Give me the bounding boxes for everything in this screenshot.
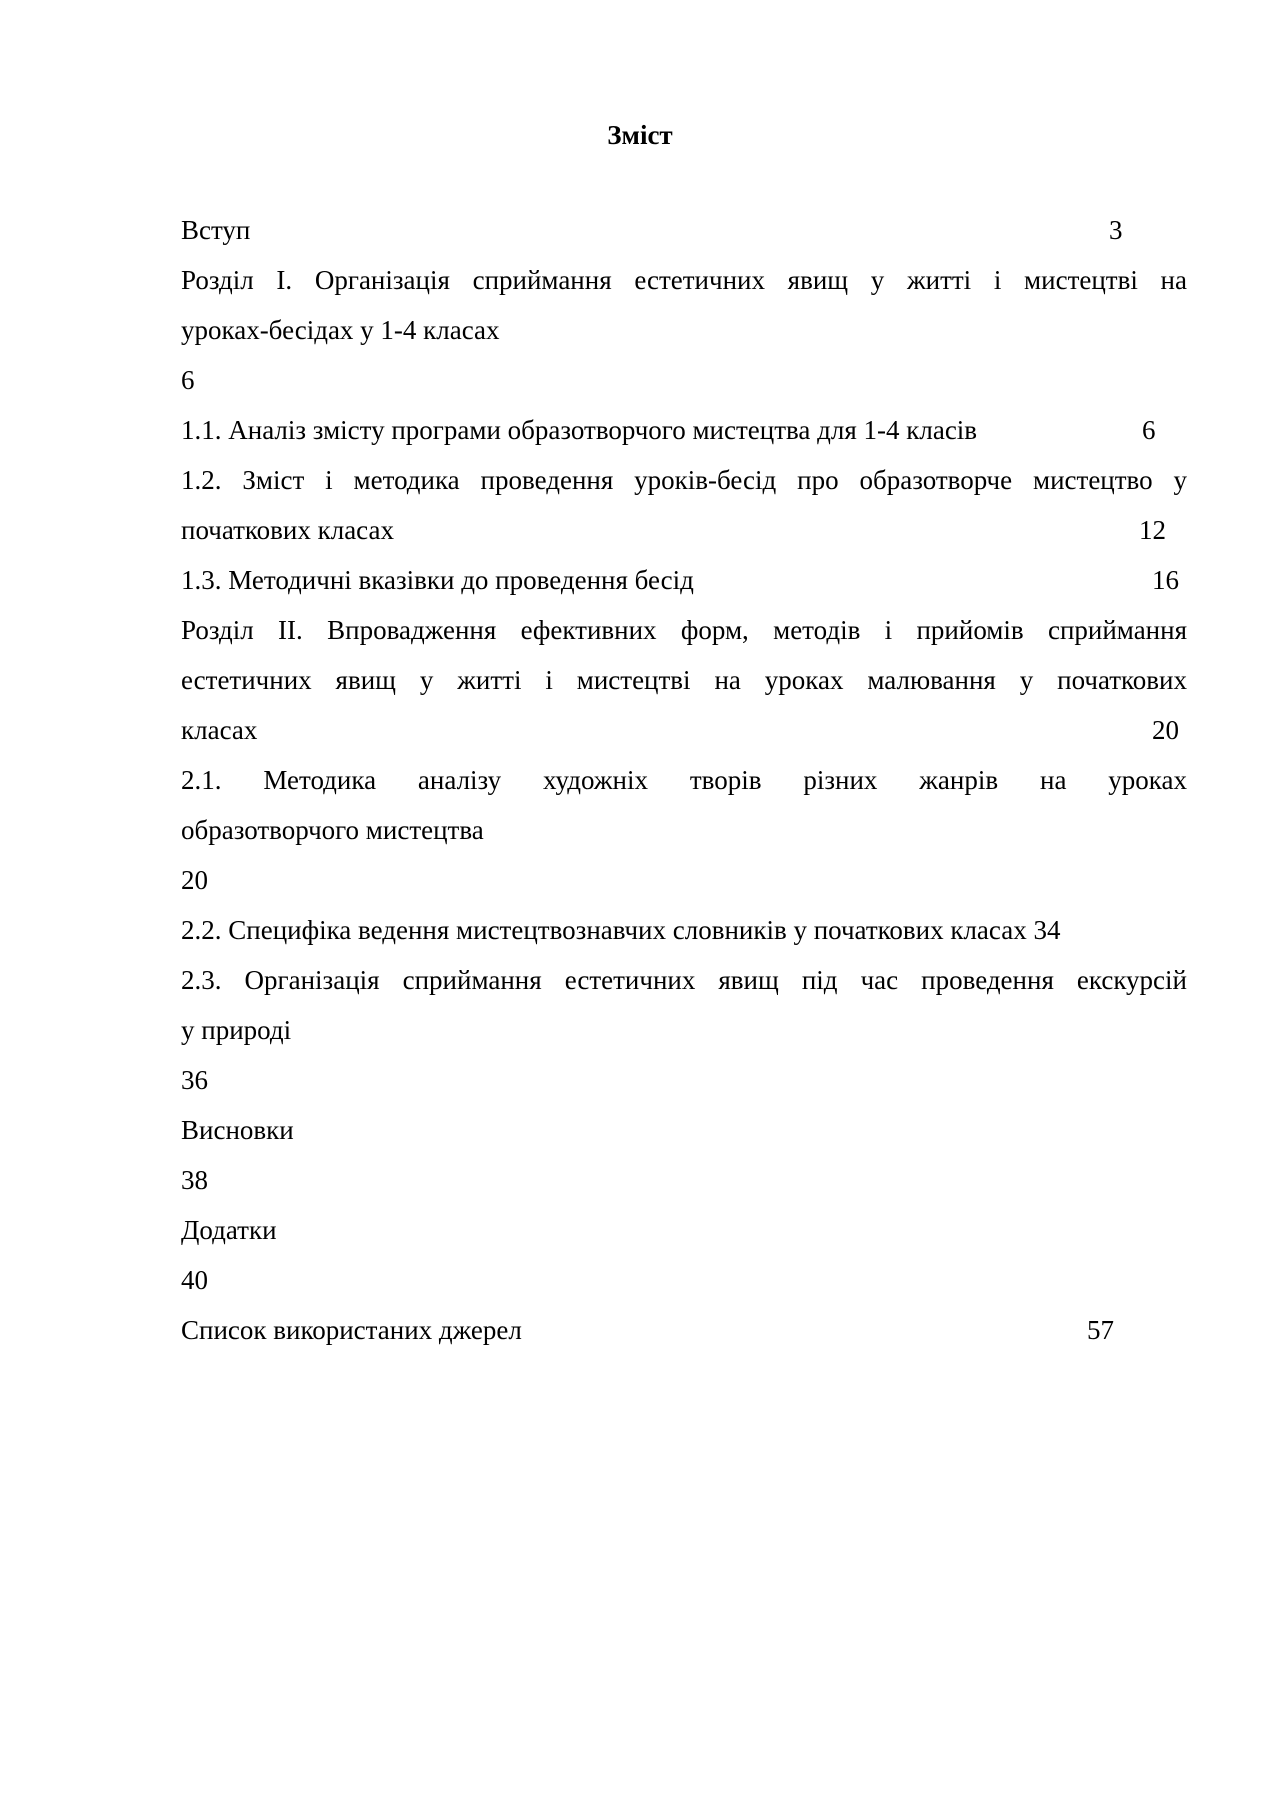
toc-page-number: 38 <box>181 1165 208 1195</box>
toc-entry-text-line: образотворчого мистецтва <box>181 815 484 845</box>
toc-entry-text-line: 1.2. Зміст і методика проведення уроків-бесід про образотворче мистецтво у <box>181 465 1187 495</box>
toc-entry-text-line: 2.1. Методика аналізу художніх творів різних жанрів на уроках <box>181 765 1187 795</box>
toc-entry-text: 1.3. Методичні вказівки до проведення бесід <box>181 565 694 595</box>
toc-entry-text-line: у природі <box>181 1015 292 1045</box>
toc-entry-text-line: Розділ І. Організація сприймання естетичних явищ у житті і мистецтві на <box>181 265 1187 295</box>
toc-entry-text-wrap <box>181 711 1187 749</box>
toc-page-number: 40 <box>181 1265 208 1295</box>
toc-entry-text-line: 2.3. Організація сприймання естетичних явищ під час проведення екскурсій <box>181 965 1187 995</box>
toc-entry-text: 1.1. Аналіз змісту програми образотворчого мистецтва для 1-4 класів <box>181 415 978 445</box>
toc-page-number: 16 <box>1152 565 1179 595</box>
toc-entry-text: Додатки <box>181 1215 277 1245</box>
toc-page-number: 20 <box>181 865 208 895</box>
toc-entry-text-line: Розділ ІІ. Впровадження ефективних форм, методів і прийомів сприймання <box>181 615 1187 645</box>
toc-page-number: 3 <box>1109 215 1123 245</box>
toc-entry-section-2-2 <box>181 911 1187 949</box>
toc-page-number: 57 <box>1087 1315 1114 1345</box>
toc-entry-text-line: уроках-бесідах у 1-4 класах <box>181 315 500 345</box>
toc-entry-text-line: естетичних явищ у житті і мистецтві на уроках малювання у початкових <box>181 665 1187 695</box>
toc-page-number: 34 <box>1033 915 1061 945</box>
toc-entry-text-wrap <box>181 511 1187 549</box>
toc-entry-text: Список використаних джерел <box>181 1315 522 1345</box>
toc-entry-references <box>181 1311 1187 1349</box>
toc-page-number: 36 <box>181 1065 208 1095</box>
toc-entry-section-1-1 <box>181 411 1187 449</box>
toc-entry-intro <box>181 211 1187 249</box>
toc-page-number: 6 <box>181 365 195 395</box>
toc-entry-text-line: класах <box>181 715 258 745</box>
toc-page-number: 12 <box>1139 515 1166 545</box>
toc-page-number: 20 <box>1152 715 1179 745</box>
toc-page-number: 6 <box>1142 415 1156 445</box>
toc-entry-text: Висновки <box>181 1115 294 1145</box>
toc-entry-text-line: початкових класах <box>181 515 394 545</box>
toc-entry-section-1-3 <box>181 561 1187 599</box>
toc-entry-text: 2.2. Специфіка ведення мистецтвознавчих словників у початкових класах <box>181 915 1027 945</box>
toc-entry-text: Вступ <box>181 215 251 245</box>
page-title: Зміст <box>607 120 673 150</box>
